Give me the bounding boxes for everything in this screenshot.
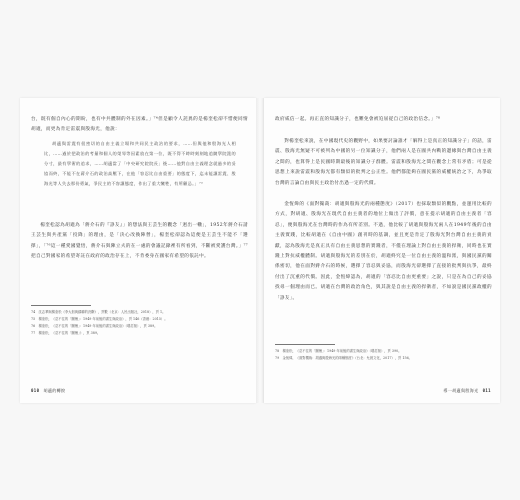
- left-paragraph-1: 台，既有個自內心的期盼，也有中共體制的外在因素。」⁷⁴但是顧令人詫異的是楊奎松卻不惜便同情胡適，而更為肯定雷震與殷海光，他說：: [31, 117, 248, 133]
- page-number: 011: [482, 388, 491, 393]
- left-paragraph-2: 楊奎松認為胡適為「蔣介石的『諍友』」的想法與王芸生的觀念「迥出一轍」，1952年蔣介石請王芸生與共產黨「投降」的理由，是「決心改換陣營」，楊奎松卻認為這便是王芸生不能不「選擇」，「⁷⁶這一種愛國覺悟，蔣介石與陳立夫的在一處的會議記錄裡有所看到，不斷被愛護台灣。」⁷⁷把自己對國家的希望寄託在政府的政治存在上，不肯委身在國家有希望的依託中。: [31, 223, 248, 260]
- right-footnotes: [275, 348, 492, 362]
- running-head: 導一胡適與殷海光: [443, 388, 479, 393]
- left-footnotes: [31, 309, 248, 337]
- left-page: [20, 98, 256, 403]
- right-folio: [443, 388, 491, 394]
- book-gutter: [256, 98, 264, 403]
- footnote: 75 楊奎松，《忍不住的「關懷」：1949 年前後的書生與政治》，頁 146（香港：2015）。: [31, 316, 168, 321]
- block-quote: 胡適與雷震有很密切的自由主義立場和共同民主政治的要求，……但與他和殷海光人相比，……過於把政治的考量和個人的榮辱等因素放在第一位，既不得不時時刻刻地追隨學院派的分寸，最有學術的追求，……胡適當了「中央研究院院長」後……他對自由主義理念就過多的妥協而終，不能不在蔣介石的政治高壓下，在他「容忍比自由重要」的態度下，迄未能讓雷震、殷海光等人失去那份勇氣，爭民主的不容讓態度，作出了重大犧牲，有所顧忌。」⁷⁵: [44, 141, 236, 186]
- right-page: [264, 98, 500, 403]
- running-head: 胡適的轉捩: [43, 388, 66, 393]
- footnote: 79 金恆煒，《面對獨裁：胡適與殷海光的兩種態度》（台北：允晨文化，2017），頁 156。: [275, 355, 412, 360]
- footnote-divider: [275, 344, 335, 345]
- footnote-divider: [31, 305, 91, 306]
- footnote: 74 沈志華與楊奎松《李大釗與蘇聯的決斷》，頁數（北京：人民出版社，2018），頁 1。: [31, 310, 166, 314]
- footnote: 76 楊奎松，《忍不住的「關懷」：1949 年前後的書生與政治》（增訂版），頁 389。: [31, 323, 158, 328]
- left-folio: [31, 388, 65, 394]
- footnote: 78 楊奎松，《忍不住的「關懷」：1949 年前後的書生與政治》（增訂版），頁 390。: [275, 349, 402, 353]
- right-paragraph-3: 金恆煒的《面對獨裁：胡適與殷海光的兩種態度》（2017）也採取類似的觀點，並運用比較的方式，對胡適、殷海光在現代自由主義者的地位上做出了評價，意在提示胡適的自由主義者「容忍」，便與殷海光在台灣時的作為有所差別。不過，他比較了胡適與殷海光兩人在1949年後的自由主義實踐，比較胡適在《自由中國》創刊時的基調，並且更是肯定了殷海光對台灣自由主義的貢獻，認為殷海光是真正具有自由主義思想的實踐者，不僅在理論上對自由主義的捍衛，同時也在實踐上對抗威權體制。胡適與殷海光的差別在於，胡適終究是一位自由主義的溫和派，與國民黨的關係密切，他在面對蔣介石的時候，選擇了容忍與妥協，而殷海光卻選擇了直接的批判與抗爭，最終付出了沉重的代價。因此，金恆煒認為，胡適的「容忍比自由更重要」之說，只是在為自己的妥協找尋一個理由而已。胡適在台灣的政治角色，與其說是自由主義的捍衛者，不如說是國民黨政權的「諍友」。: [275, 202, 492, 301]
- footnote: 77 楊奎松，《忍不住的「關懷」》，頁 389。: [31, 330, 101, 335]
- page-number: 010: [31, 388, 40, 393]
- right-paragraph-2: 對楊奎松來說，在中國現代史的觀野中，如果要討論誰才「解得上是真正的知識分子」的話，雷震、殷海光無疑不可被列為中國的另一位知識分子，他們兩人是在國共內戰的邊緣與台灣自由主義之間的，也算得上是民國時期最後的知識分子群體。雷震和殷海光之間在觀念上常有矛盾；可是從思想上來說雷震和殷海光都有類似的批判之公正性。他們都能夠在國民黨的威權統治之下，為爭取台灣的言論自由與民主政治付出過一定的代價。: [275, 139, 492, 186]
- right-paragraph-1: 政府威信一起。再正直的知識分子，也難免會被迫屈從自己的政治信念。」⁷⁸: [275, 117, 441, 122]
